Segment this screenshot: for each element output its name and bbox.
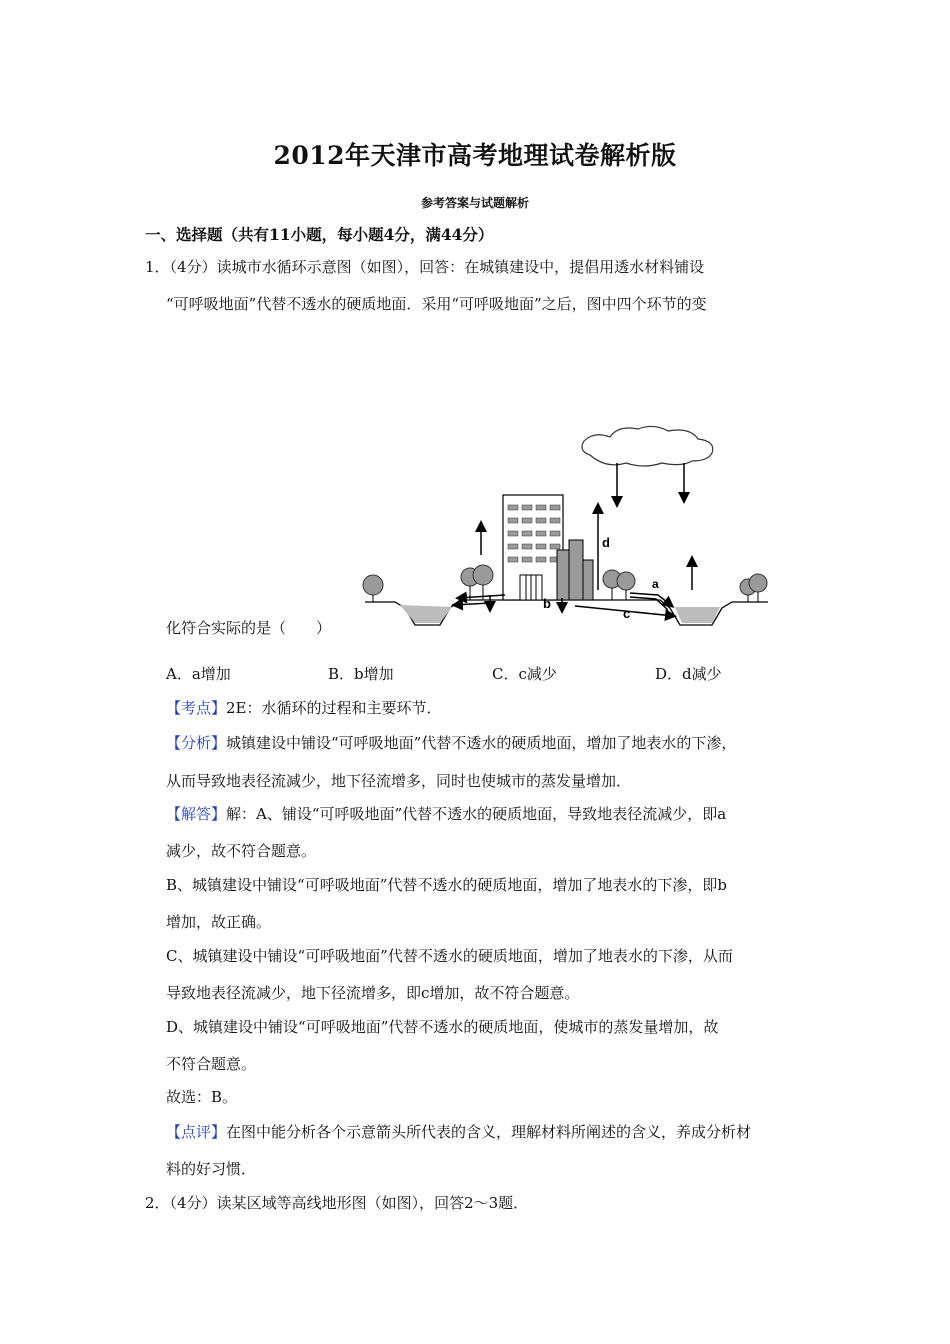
q1-option-a: A．a增加 — [166, 665, 231, 683]
building-icon — [557, 550, 569, 600]
tree-icon — [603, 570, 635, 600]
building-icon — [583, 560, 593, 600]
q1-stem-line2: “可呼吸地面”代替不透水的硬质地面．采用“可呼吸地面”之后，图中四个环节的变 — [166, 295, 707, 313]
kaodian-row — [166, 698, 442, 718]
label-d: d — [602, 535, 610, 550]
label-c: c — [623, 606, 631, 621]
jieda-line2: 减少，故不符合题意。 — [166, 842, 317, 860]
tree-icon — [363, 575, 383, 602]
q2-stem-line1: 2．（4分）读某区域等高线地形图（如图），回答2～3题． — [145, 1194, 529, 1212]
runoff-arrow-left-upper — [458, 595, 505, 598]
building-icon — [503, 495, 563, 600]
label-a: a — [652, 577, 659, 591]
jieda-row — [166, 804, 726, 824]
q1-option-c: C．c减少 — [492, 665, 557, 683]
dianping-tag: 【点评】 — [166, 1123, 227, 1141]
fenxi-row — [166, 733, 736, 753]
explain-d-line1: D、城镇建设中铺设“可呼吸地面”代替不透水的硬质地面，使城市的蒸发量增加，故 — [166, 1018, 719, 1036]
tree-icon — [461, 565, 493, 600]
section-heading: 一、选择题（共有11小题，每小题4分，满44分） — [145, 225, 494, 244]
q1-stem-line3: 化符合实际的是（ ） — [166, 619, 332, 637]
explain-d-line2: 不符合题意。 — [166, 1055, 257, 1073]
dianping-row — [166, 1122, 751, 1142]
runoff-arrow-left — [454, 603, 490, 605]
right-pond — [675, 607, 720, 623]
fenxi-tag: 【分析】 — [166, 734, 227, 752]
water-cycle-figure — [340, 425, 780, 635]
fenxi-line2: 从而导致地表径流减少，地下径流增多，同时也使城市的蒸发量增加． — [166, 772, 632, 790]
left-pond — [400, 605, 452, 623]
explain-b-line2: 增加，故正确。 — [166, 913, 272, 931]
cloud-icon — [582, 426, 713, 466]
answer-line: 故选：B。 — [166, 1088, 238, 1106]
fenxi-line1: 城镇建设中铺设“可呼吸地面”代替不透水的硬质地面，增加了地表水的下渗， — [226, 734, 737, 752]
q1-option-b: B．b增加 — [328, 665, 394, 683]
q1-option-d: D．d减少 — [655, 665, 722, 683]
explain-b-line1: B、城镇建设中铺设“可呼吸地面”代替不透水的硬质地面，增加了地表水的下渗，即b — [166, 876, 727, 894]
tree-icon — [740, 574, 767, 602]
jieda-tag: 【解答】 — [166, 805, 227, 823]
page-title: 2012年天津市高考地理试卷解析版 — [273, 141, 677, 170]
building-icon — [569, 540, 583, 600]
explain-c-line1: C、城镇建设中铺设“可呼吸地面”代替不透水的硬质地面，增加了地表水的下渗，从而 — [166, 947, 733, 965]
page-subtitle: 参考答案与试题解析 — [420, 196, 529, 210]
dianping-line2: 料的好习惯． — [166, 1160, 257, 1178]
dianping-line1: 在图中能分析各个示意箭头所代表的含义，理解材料所阐述的含义，养成分析材 — [226, 1123, 752, 1141]
q1-stem-line1: 1．（4分）读城市水循环示意图（如图），回答：在城镇建设中，提倡用透水材料铺设 — [145, 258, 705, 276]
kaodian-tag: 【考点】 — [166, 699, 227, 717]
kaodian-text: 2E：水循环的过程和主要环节． — [226, 699, 442, 717]
label-b: b — [543, 596, 551, 611]
jieda-line1: 解：A、铺设“可呼吸地面”代替不透水的硬质地面，导致地表径流减少，即a — [226, 805, 727, 823]
explain-c-line2: 导致地表径流减少，地下径流增多，即c增加，故不符合题意。 — [166, 984, 580, 1002]
